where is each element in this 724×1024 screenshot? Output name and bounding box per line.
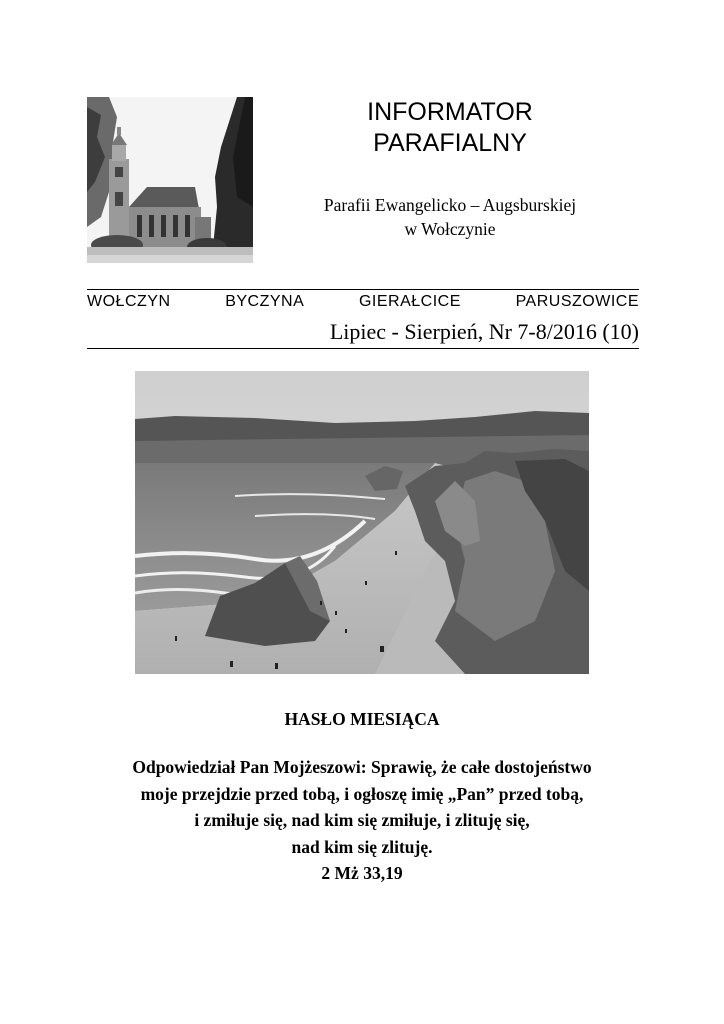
verse-line: nad kim się zlituję. [291,836,433,857]
bottom-divider [87,348,639,349]
verse-reference: 2 Mż 33,19 [321,863,403,883]
parish-subtitle [280,193,620,241]
verse-line: moje przejdzie przed tobą, i ogłoszę imię „Pan” przed tobą, [140,783,584,804]
title-line-1: INFORMATOR [367,98,533,126]
subtitle-line-1: Parafii Ewangelicko – Augsburskiej [323,195,577,215]
church-photo [87,97,253,263]
town-item: WOŁCZYN [87,293,171,310]
top-divider [87,289,639,290]
towns-list [87,291,639,313]
subtitle-line-2: w Wołczynie [404,219,496,239]
town-item: GIERAŁCICE [358,293,461,310]
newsletter-title [300,97,600,159]
verse-line: Odpowiedział Pan Mojżeszowi: Sprawię, że całe dostojeństwo [132,757,592,777]
issue-date: Lipiec - Sierpień, Nr 7-8/2016 (10) [329,319,639,344]
town-item: BYCZYNA [225,293,305,310]
bible-verse [60,754,664,887]
motto-heading: HASŁO MIESIĄCA [284,709,440,729]
town-item: PARUSZOWICE [515,293,639,310]
title-line-2: PARAFIALNY [373,129,527,157]
verse-line: i zmiłuje się, nad kim się zmiłuje, i zlituję się, [194,810,530,830]
beach-photo [135,371,589,674]
